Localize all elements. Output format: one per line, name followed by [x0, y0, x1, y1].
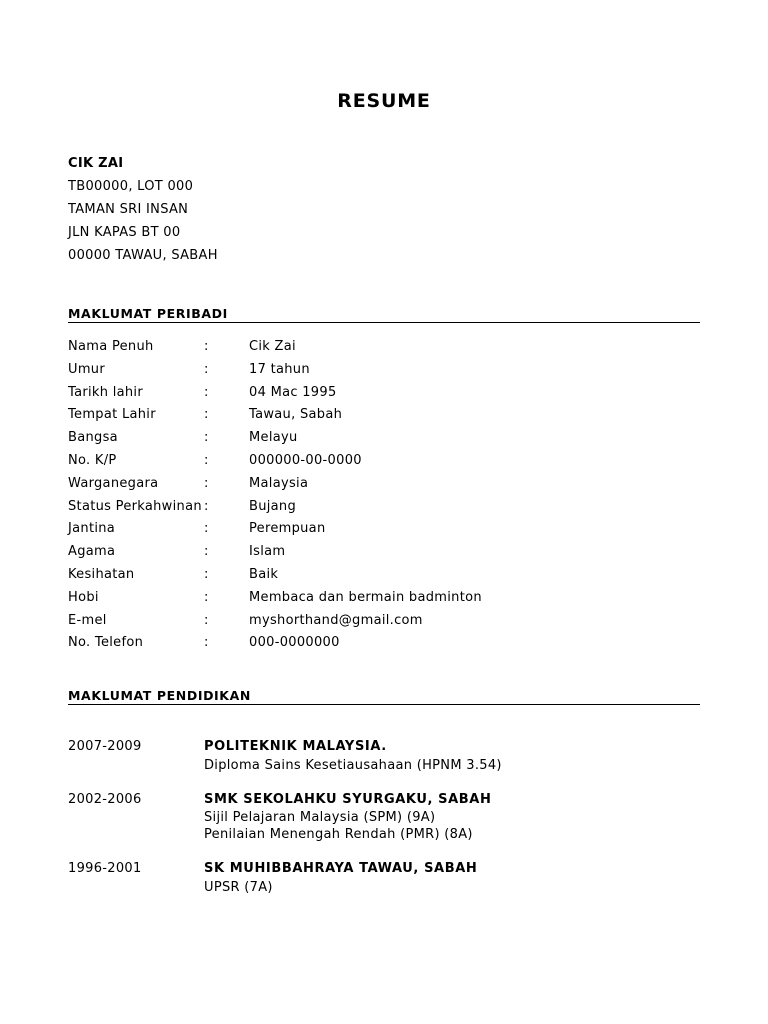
row-label: Bangsa	[68, 430, 118, 446]
personal-info-table	[68, 338, 668, 657]
row-label: E-mel	[68, 612, 107, 628]
education-years: 1996-2001	[68, 861, 142, 876]
row-separator: :	[204, 452, 209, 468]
education-years: 2002-2006	[68, 792, 142, 807]
row-value: Malaysia	[249, 475, 309, 491]
personal-row-age	[68, 361, 668, 384]
row-label: Kesihatan	[68, 566, 135, 582]
row-value: Bujang	[249, 498, 297, 514]
row-separator: :	[204, 589, 209, 605]
address-block	[68, 155, 218, 270]
row-separator: :	[204, 612, 209, 628]
education-detail: Penilaian Menengah Rendah (PMR) (8A)	[204, 827, 473, 842]
row-label: Tempat Lahir	[68, 407, 156, 423]
row-separator: :	[204, 407, 209, 423]
row-label: Jantina	[68, 521, 116, 537]
education-detail: Sijil Pelajaran Malaysia (SPM) (9A)	[204, 810, 436, 825]
personal-row-race	[68, 429, 668, 452]
row-label: Umur	[68, 361, 105, 377]
row-label: Agama	[68, 544, 116, 560]
personal-row-birth-place	[68, 406, 668, 429]
personal-info-heading: MAKLUMAT PERIBADI	[68, 306, 700, 323]
address-line: JLN KAPAS BT 00	[68, 225, 181, 240]
row-value: 04 Mac 1995	[249, 384, 337, 400]
education-institution: SMK SEKOLAHKU SYURGAKU, SABAH	[204, 792, 492, 807]
row-separator: :	[204, 521, 209, 537]
personal-row-hobby	[68, 589, 668, 612]
personal-row-birth-date	[68, 384, 668, 407]
row-value: Tawau, Sabah	[249, 407, 343, 423]
resume-title: RESUME	[337, 90, 431, 112]
row-value: 000000-00-0000	[249, 452, 362, 468]
row-separator: :	[204, 544, 209, 560]
personal-row-health	[68, 566, 668, 589]
row-separator: :	[204, 566, 209, 582]
row-separator: :	[204, 635, 209, 651]
row-label: Status Perkahwinan	[68, 498, 202, 514]
education-years: 2007-2009	[68, 739, 142, 754]
personal-row-full-name	[68, 338, 668, 361]
row-value: Baik	[249, 566, 279, 582]
row-separator: :	[204, 339, 209, 354]
address-line: 00000 TAWAU, SABAH	[68, 248, 218, 263]
education-detail: UPSR (7A)	[204, 880, 273, 895]
personal-row-ic-number	[68, 452, 668, 475]
row-value: myshorthand@gmail.com	[249, 612, 423, 628]
row-label: Warganegara	[68, 475, 159, 491]
address-line: TB00000, LOT 000	[68, 179, 194, 194]
row-separator: :	[204, 384, 209, 400]
row-separator: :	[204, 498, 209, 514]
row-separator: :	[204, 361, 209, 377]
address-line: TAMAN SRI INSAN	[68, 202, 189, 217]
education-detail: Diploma Sains Kesetiausahaan (HPNM 3.54)	[204, 758, 502, 773]
education-institution: POLITEKNIK MALAYSIA.	[204, 739, 387, 754]
row-label: Nama Penuh	[68, 339, 154, 354]
row-value: Membaca dan bermain badminton	[249, 589, 482, 605]
row-label: Hobi	[68, 589, 99, 605]
education-heading: MAKLUMAT PENDIDIKAN	[68, 688, 700, 705]
row-separator: :	[204, 430, 209, 446]
row-value: Islam	[249, 544, 286, 560]
row-value: 17 tahun	[249, 361, 310, 377]
row-value: Cik Zai	[249, 339, 296, 354]
row-label: No. Telefon	[68, 635, 144, 651]
row-value: Perempuan	[249, 521, 326, 537]
applicant-name: CIK ZAI	[68, 156, 124, 171]
row-separator: :	[204, 475, 209, 491]
personal-row-citizenship	[68, 475, 668, 498]
row-value: 000-0000000	[249, 635, 340, 651]
personal-row-marital-status	[68, 498, 668, 521]
education-institution: SK MUHIBBAHRAYA TAWAU, SABAH	[204, 861, 478, 876]
personal-row-phone	[68, 634, 668, 657]
row-value: Melayu	[249, 430, 298, 446]
row-label: Tarikh lahir	[68, 384, 143, 400]
personal-row-email	[68, 612, 668, 635]
row-label: No. K/P	[68, 452, 117, 468]
personal-row-religion	[68, 543, 668, 566]
personal-row-gender	[68, 520, 668, 543]
